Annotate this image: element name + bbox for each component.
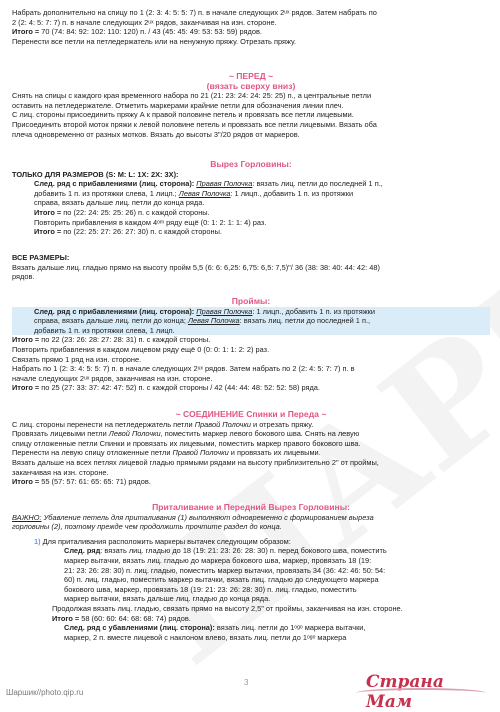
logo-swoosh bbox=[356, 688, 486, 698]
paragraph: плеча одновременно от разных мотков. Вязать до высоты 3"/20 рядов от маркеров. bbox=[12, 129, 300, 139]
neck-row-instructions: След. ряд с прибавлениями (лиц. сторона): Правая Полочка: вязать лиц. петли до последней 1 п., добавить 1 п. из протяжки слева, 1 лицп.; Левая Полочка: 1 лицп., добавить 1 п. из протяжки справа, вязать дальше лиц. петли до конца ряда. Итого = по (22: 24: 25: 25: 26) п. с каждой стороны. Повторить прибавления в каждом 4ᵒᵐ ряду ещё (0: 1: 2: 1: 1: 4) раз. Итого = по (22: 25: 27: 26: 27: 30) п. с каждой стороны. bbox=[34, 179, 383, 237]
intro-line: Набрать дополнительно на спицу по 1 (2: 3: 4: 5: 5: 7) п. в начале следующих 2ᵘˣ рядов. Затем набрать по bbox=[12, 8, 377, 17]
sizes-header: ТОЛЬКО ДЛЯ РАЗМЕРОВ (S: M: L: 1X: 2X: 3X): bbox=[12, 169, 179, 179]
paragraph: Снять на спицы с каждого края временного набора по 21 (21: 23: 24: 24: 25: 25) п., а центральные петли bbox=[12, 91, 372, 101]
source-url: Шаршик//photo.qip.ru bbox=[6, 688, 84, 697]
neck-section bbox=[12, 160, 490, 237]
section-title: Приталивание и Передний Вырез Горловины: bbox=[152, 502, 350, 512]
section-subtitle: (вязать сверху вниз) bbox=[206, 80, 296, 91]
intro-block bbox=[12, 8, 490, 46]
section-title: ~ СОЕДИНЕНИЕ Спинки и Переда ~ bbox=[175, 409, 327, 419]
section-title: Вырез Горловины: bbox=[210, 159, 292, 169]
important-note-label: ВАЖНО: bbox=[12, 512, 42, 522]
paragraph: оставить на петледержателе. Отметить маркерами крайние петли для обозначения линии плеч. bbox=[12, 100, 344, 110]
all-sizes-section: ВСЕ РАЗМЕРЫ: Вязать дальше лиц. гладью прямо на высоту пройм 5,5 (6: 6: 6,25: 6,75: 6,5: 7,5)"/ 36 (38: 38: 40: 44: 42: 48) рядов. bbox=[12, 253, 490, 282]
page-number: 3 bbox=[244, 678, 249, 687]
logo-text: Страна Мам bbox=[366, 672, 444, 712]
intro-transfer: Перенести все петли на петледержатель или на ненужную пряжу. Отрезать пряжу. bbox=[12, 36, 297, 46]
site-logo bbox=[360, 668, 495, 712]
total-value: 70 (74: 84: 92: 102: 110: 120) п. / 43 (45: 45: 49: 53: 53: 59) рядов. bbox=[41, 27, 262, 37]
front-section bbox=[12, 72, 490, 139]
paragraph: Присоединить второй моток пряжи к левой половине петель и провязать все петли лицевыми. Вязать оба bbox=[12, 119, 377, 129]
total-label: Итого = bbox=[12, 27, 42, 37]
armholes-section: Проймы: След. ряд с прибавлениями (лиц. сторона): Правая Полочка: 1 лицп., добавить 1 п. из протяжки справа, вязать дальше лиц. петли до конца; Левая Полочка: вязать лиц. петли до последней 1 п., добавить 1 п. из протяжки слева, 1 лицп. Итого = по 22 (23: 26: 28: 27: 28: 31) п. с каждой стороны. Повторить прибавления в каждом лицевом ряду ещё 0 (0: 0: 1: 1: 2: 2) раз. Связать прямо 1 ряд на изн. стороне. Набрать по 1 (2: 3: 4: 5: 5: 7) п. в начале следующих 2ᵘˣ рядов. Затем набрать по 2 (2: 4: 5: 7: 7) п. в начале следующих 2ᵘˣ рядов, заканчивая на изн. стороне. Итого = по 25 (27: 33: 37: 42: 47: 52) п. с каждой стороны / 42 (44: 44: 48: 52: 52: 58) ряда. bbox=[12, 297, 490, 393]
section-title: ~ ПЕРЕД ~ bbox=[228, 71, 274, 81]
waist-section: Приталивание и Передний Вырез Горловины: ВАЖНО: Убавление петель для приталивания (1) выполняют одновременно с формированием выреза горловины (2), поэтому прежде чем продолжить прочтите раздел до конца. 1) Для приталивания расположить маркеры вытачек следующим образом: След. ряд: вязать лиц. гладью до 18 (19: 21: 23: 26: 28: 30) п. перед бокового шва, поместить маркер вытачки, вязать лиц. гладью до маркера бокового шва, маркер, провязать 18 (19: 21: 23: 26: 28: 30) п. лиц. гладью, поместить маркер вытачки, провязать 34 (36: 42: 46: 50: 54: 60) п. лиц. гладью, поместить маркер вытачки, вязать лиц. гладью до следующего маркера бокового шва, маркер, провязать 18 (19: 21: 23: 26: 28: 30) п. лиц. гладью, поместить маркер вытачки, вязать дальше лиц. гладью до конца ряда. Продолжая вязать лиц. гладью, связать прямо на высоту 2,5" от проймы, заканчивая на изн. стороне. Итого = 58 (60: 60: 64: 68: 68: 74) рядов. След. ряд с убавлениями (лиц. сторона): вязать лиц. петли до 1ᵒᵍᵒ маркера вытачки, маркер, 2 п. вместе лицевой с наклоном влево, вязать лиц. петли до 1ᵒᵍᵒ маркера bbox=[12, 503, 490, 642]
intro-line: 2 (2: 4: 5: 7: 7) п. в начале следующих 2ᵘˣ рядов, заканчивая на изн. стороне. bbox=[12, 17, 277, 27]
paragraph: С лиц. стороны присоединить пряжу А к правой половине петель и провязать все петли лицевыми. bbox=[12, 110, 354, 120]
sizes-header: ВСЕ РАЗМЕРЫ: bbox=[12, 253, 70, 262]
section-title: Проймы: bbox=[231, 296, 271, 306]
join-section: ~ СОЕДИНЕНИЕ Спинки и Переда ~ С лиц. стороны перенести на петледержатель петли Правой Полочки и отрезать пряжу. Провязать лицевыми петли Левой Полочки, поместить маркер левого бокового шва. Снять на левую спицу отложенные петли Спинки и провязать их лицевыми, поместить маркер правого бокового шва. Перенести на левую спицу отложенные петли Правой Полочки и провязать их лицевыми. Вязать дальше на всех петлях лицевой гладью прямыми рядами на высоту приблизительно 2" от проймы, заканчивая на изн. стороне. Итого = 55 (57: 57: 61: 65: 65: 71) рядов. bbox=[12, 410, 490, 487]
